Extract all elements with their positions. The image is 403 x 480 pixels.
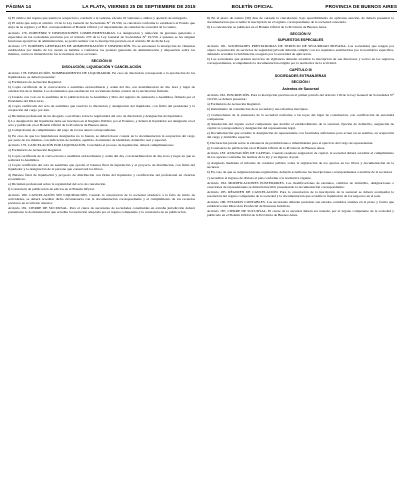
page-number: PÁGINA 14 (6, 4, 31, 9)
body-paragraph: c) Cuando con voto en la asamblea de la publicación de la Asamblea y libro del registro de asistencia a Asamblea, firmada por el Presidente del Directorio. (8, 94, 195, 103)
body-paragraph: f) Declaración jurada sobre la existencia de prohibiciones e inhabilidades para el ejercicio del cargo de representante. (207, 140, 374, 145)
body-paragraph: Artículo 181. SOCIEDADES PRESTADORAS DE SERVICIO DE SEGURIDAD PRIVADA. Las sociedades que tengan por objeto la prestación de servicios de seguridad privada deberán cumplir con los requisitos establecidos por la normativa específica, debiendo acreditar la habilitación otorgada por la autoridad de aplicación. (207, 43, 394, 56)
body-paragraph: b) Las sociedades que presten servicios de vigilancia deberán acreditar la inscripción de sus directores y socios en los registros correspondientes, acompañando la documentación exigida por la normativa de la actividad. (207, 57, 394, 66)
body-paragraph: Artículo 187. CIERRE DE SUCURSAL. El cierre de la sucursal deberá ser resuelto por el órgano competente de la sociedad y publicado en el Boletín Oficial de la Provincia de Buenos Aires. (207, 209, 394, 218)
section-heading: SUPUESTOS ESPECIALES (277, 38, 324, 43)
issue-date: LA PLATA, VIERNES 25 DE SEPTIEMBRE DE 2015 (82, 4, 196, 9)
body-paragraph: b) Instrumento de constitución de la sociedad y sus reformas inscriptas. (207, 107, 309, 112)
section-heading: SOCIEDADES EXTRANJERAS (274, 73, 327, 78)
body-paragraph: 2) El saldo que surja al artículo 13 de la Ley General de Sociedades N° 19.550, se cancelará conforme lo establezca el Estado que surja de su registro y el Bol. correspondiente al Boletín Oficial y el departamento de cantidad de sociedad de la cuenta. (8, 21, 195, 30)
body-paragraph: d) Resolución del órgano social competente que decidió el establecimiento de la sucursal, fijación de domicilio, asignación de capital si correspondiera y designación del representante legal. (207, 121, 394, 131)
body-paragraph: 9) La cancelación se publicará en el Boletín Oficial de la Provincia de Buenos Aires. (207, 25, 328, 30)
section-heading: CAPÍTULO III (289, 67, 312, 72)
right-column (207, 16, 394, 476)
section-heading: SECCIÓN I (291, 80, 310, 85)
header-rule (6, 11, 397, 12)
body-paragraph: Artículo 179. CANCELACIÓN POR LIQUIDACIÓN. Concluida el proceso de liquidación, deberá cumplimentarse: (8, 143, 174, 148)
gazette-title: BOLETÍN OFICIAL (231, 4, 273, 9)
region-label: PROVINCIA DE BUENOS AIRES (325, 4, 397, 9)
body-paragraph: e) Documentación que acredite la designación de representante con facultades suficientes para actuar en su nombre, su aceptación del cargo y domicilio especial. (207, 131, 394, 140)
body-paragraph: Artículo 176. PORVENIR Y DISPOSICIONES COMPLEMENTARIAS. La designación y remoción de gerentes generales o especiales en las sociedades previstas por el artículo 270 de la Ley General de Sociedades N° 19.550, a quienes se les asignen funciones ejecutivas de administración, se podrá realizar con la inscripción prevista en el artículo 60 de dicha Ley. (8, 30, 195, 43)
body-paragraph: b) El cultivo del órgano que asuma la ocupación o conducir a la ventana, exceda 10 ventanas o ambos y apelarlo de entregarlo. (8, 16, 188, 20)
body-paragraph: b) Copia certificada de la convocatoria a asamblea extraordinaria y orden del día, con determinación de día, hora y lugar de celebración de la misma. Los documentos que establecen los accionistas deben constar de la declaración firmada. (8, 85, 195, 94)
body-paragraph: c) Comprobante de la existencia de la sociedad conforme a las leyes del lugar de constitución, con certificación de autoridad competente. (207, 112, 394, 121)
body-paragraph: a) Formulario de Actuación Registral. (8, 80, 62, 85)
body-paragraph: a) Asignado mediante el informe de contador público sobre la registración de los aportes en los libros y documentación de la sucursal. (207, 160, 394, 169)
body-paragraph: Artículo 181. CIERRE DE SUCURSAL. Para el cierre de sucursales de sociedades constituidas en extraña jurisdicción deberá presentarse la documentación que acredite la resolución adoptada por el órgano competente y la constancia de su publicación. (8, 206, 195, 215)
body-paragraph: b) Copia certificada de la convocatoria a asamblea extraordinaria y orden del día, con determinación de día, hora y lugar en que se realizará la Asamblea. (8, 153, 195, 162)
body-paragraph: c) Acreditar el ingreso de divisas al país conforme a la normativa vigente. (207, 175, 312, 180)
body-paragraph: f) Constancia de publicación de edictos en el Boletín Oficial. (8, 187, 95, 192)
body-paragraph: f) La designación del liquidador debe ser inscripta en el Registro Público por el Estatuto, y deberá el liquidador ser designado en el acta y publicado en el Boletín Oficial de la Provincia de Buenos Aires. (8, 118, 195, 127)
body-paragraph: Artículo 177. PODERES GENERALES DE ADMINISTRACIÓN Y DISPOSICIÓN. No se autorizará la inscripción de cláusulas establecidas por medio de los cuales se habilite a conferirse los poderes generales de administración y disposición sobre los mismos, contra la titularidad de los accionistas de las acciones. (8, 44, 195, 57)
body-paragraph: g) Constancia de publicación en el Boletín Oficial de la Provincia de Buenos Aires. (207, 146, 326, 151)
left-column (8, 16, 195, 476)
body-paragraph: a) Formulario de Actuación Registral. (207, 101, 261, 106)
body-paragraph: a) Formulario de Actuación Registral. (8, 148, 62, 153)
body-paragraph: d) Copia certificada del acta de asamblea que resolvió la disolución y designación del liquidador, con firma del presidente y la aceptación del cargo por éste. (8, 104, 195, 113)
body-paragraph: Artículo 184. MODIFICACIONES POSTERIORES. Las modificaciones de estatutos, cambios de domicilio, designaciones o cesaciones de representantes se deberán inscribir presentando la documentación correspondiente. (207, 180, 394, 189)
body-paragraph: b) En caso de que se asignaren bienes registrables, deberán acreditarse las inscripciones correspondientes a nombre de la sociedad. (207, 170, 393, 175)
body-paragraph: Artículo 183. ASIGNACIÓN DE CAPITAL. Cuando resultare asignación de capital, la sociedad deberá acreditar el cumplimiento de los aportes conforme las normas de la ley y su ingreso al país. (207, 151, 394, 160)
body-paragraph: h) En caso de que los liquidadores designados no lo fueran, se deberá hacer constar en la documentación la aceptación del cargo por parte de los mismos, con indicación de nombre, apellido, documento de identidad, domicilio real y especial. (8, 133, 195, 142)
body-paragraph: d) Balance final de liquidación y proyecto de distribución con firma del liquidador y certificación del profesional en ciencias económicas. (8, 172, 195, 181)
body-paragraph: g) Comprobante de cumplimiento del pago de la tasa anual correspondiente. (8, 128, 117, 133)
section-heading: DISOLUCIÓN, LIQUIDACIÓN Y CANCELACIÓN (61, 64, 142, 69)
body-paragraph: Artículo 178. DISOLUCIÓN, NOMBRAMIENTO DE LIQUIDADOR. En caso de disolución corresponde a la aprobación de los liquidadores, se deberá presentar: (8, 70, 195, 79)
section-heading: Asientos de Sucursal (282, 86, 319, 91)
body-paragraph: Artículo 182. INSCRIPCIÓN. Para la inscripción prevista en el primer párrafo del artículo 118 de la Ley General de Sociedades N° 19.550, se deberá presentar: (207, 92, 394, 101)
body-paragraph: c) Copia certificada del acta de asamblea que aprobó el balance final de liquidación y el proyecto de distribución, con firma del liquidador y la designación de la persona que conservará los libros. (8, 163, 195, 172)
body-paragraph: Artículo 180. CANCELACIÓN SIN LIQUIDACIÓN. Cuando la cancelación de la sociedad obedezca a la falta de inicio de actividades, se deberá acreditar dicha circunstancia con la documentación correspondiente y el cumplimiento de los recaudos previstos en el artículo anterior. (8, 192, 195, 205)
page-header (6, 4, 397, 16)
body-paragraph: Artículo 185. RÉGIMEN DE CANCELACIÓN. Para la cancelación de la inscripción de la sucursal se deberá acompañar la resolución del órgano competente de la sociedad y la documentación que acredite la liquidación de los negocios en el país. (207, 190, 394, 199)
section-heading: SECCIÓN IV (290, 31, 311, 36)
body-paragraph: 8) En el plazo de treinta (30) días de cursada la cancelación, bajo apercibimiento de aplicarse sanción, de deberá presentar la documentación que acredite la inscripción en el registro correspondiente de la sociedad cancelada. (207, 16, 394, 25)
body-paragraph: e) Dictamen profesional de un abogado o escribano sobre la regularidad del acto de disolución y designación de liquidador. (8, 113, 183, 118)
section-heading: SECCIÓN III (91, 58, 112, 63)
body-paragraph: e) Dictamen profesional sobre la regularidad del acto de cancelación. (8, 181, 107, 186)
body-paragraph: Artículo 186. ESTADOS CONTABLES. Las sucursales deberán presentar sus estados contables anuales en el plazo y forma que establezca esta Dirección Provincial de Personas Jurídicas. (207, 199, 394, 208)
